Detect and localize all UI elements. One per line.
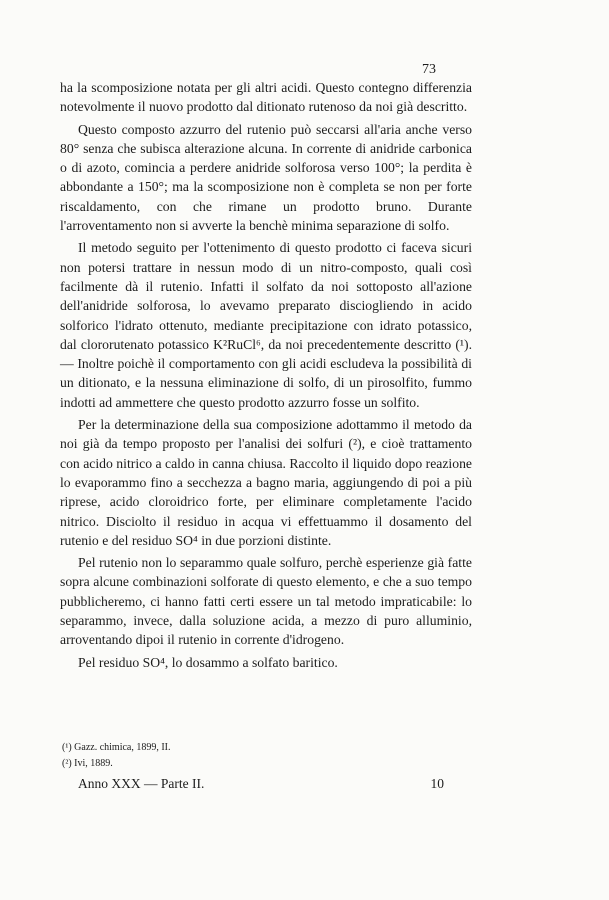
body-text [60,78,472,672]
footer-volume: Anno XXX — Parte II. [78,776,205,791]
paragraph-4: Per la determinazione della sua composizione adottammo il metodo da noi già da tempo proposto per l'analisi dei solfuri (²), e cioè trattamento con acido nitrico a caldo in canna chiusa. Raccolto il liquido dopo reazione lo evaporammo fino a secchezza a bagno maria, aggiungendo di poi a più riprese, acido cloroidrico forte, per eliminare completamente l'acido nitrico. Disciolto il residuo in acqua vi effettuammo il dosamento del rutenio e del residuo SO⁴ in due porzioni distinte. [60,417,472,548]
page-number: 73 [422,62,436,77]
paragraph-6: Pel residuo SO⁴, lo dosammo a solfato baritico. [78,654,338,670]
paragraph-5: Pel rutenio non lo separammo quale solfuro, perchè esperienze già fatte sopra alcune combinazioni solforate di questo elemento, e che a suo tempo pubblicheremo, ci hanno fatti certi essere un tal metodo impraticabile: lo separammo, invece, dalla soluzione acida, a mezzo di puro alluminio, arroventando dipoi il rutenio in corrente d'idrogeno. [60,555,472,648]
paragraph-3: Il metodo seguito per l'ottenimento di questo prodotto ci faceva sicuri non potersi trattare in nessun modo di un nitro-composto, quali così facilmente dà il rutenio. Infatti il solfato da noi sottoposto all'azione dell'anidride solforosa, lo avevamo preparato disciogliendo in acido solforico l'idrato ottenuto, mediante precipitazione con idrato potassico, dal clororutenato potassico K²RuCl⁶, da noi precedentemente descritto (¹). — Inoltre poichè il comportamento con gli acidi escludeva la possibilità di un ditionato, e la nessuna eliminazione di solfo, di un pirosolfito, fummo indotti ad ammettere che questo prodotto azzurro fosse un solfito. [60,240,472,410]
footnote-2: (²) Ivi, 1889. [62,758,113,769]
page-footer [78,776,444,792]
paragraph-1: ha la scomposizione notata per gli altri acidi. Questo contegno differenzia notevolmente il nuovo prodotto dal ditionato rutenoso da noi già descritto. [60,80,472,115]
paragraph-2: Questo composto azzurro del rutenio può seccarsi all'aria anche verso 80° senza che subisca alterazione alcuna. In corrente di anidride carbonica o di azoto, comincia a perdere anidride solforosa verso 100°; la perdita è abbondante a 150°; ma la scomposizione non è completa se non per forte riscaldamento, con che rimane un prodotto bruno. Durante l'arroventamento non si avverte la benchè minima separazione di solfo. [60,121,472,234]
footnotes [62,740,362,772]
footnote-1: (¹) Gazz. chimica, 1899, II. [62,742,171,753]
footer-signature: 10 [430,776,444,791]
